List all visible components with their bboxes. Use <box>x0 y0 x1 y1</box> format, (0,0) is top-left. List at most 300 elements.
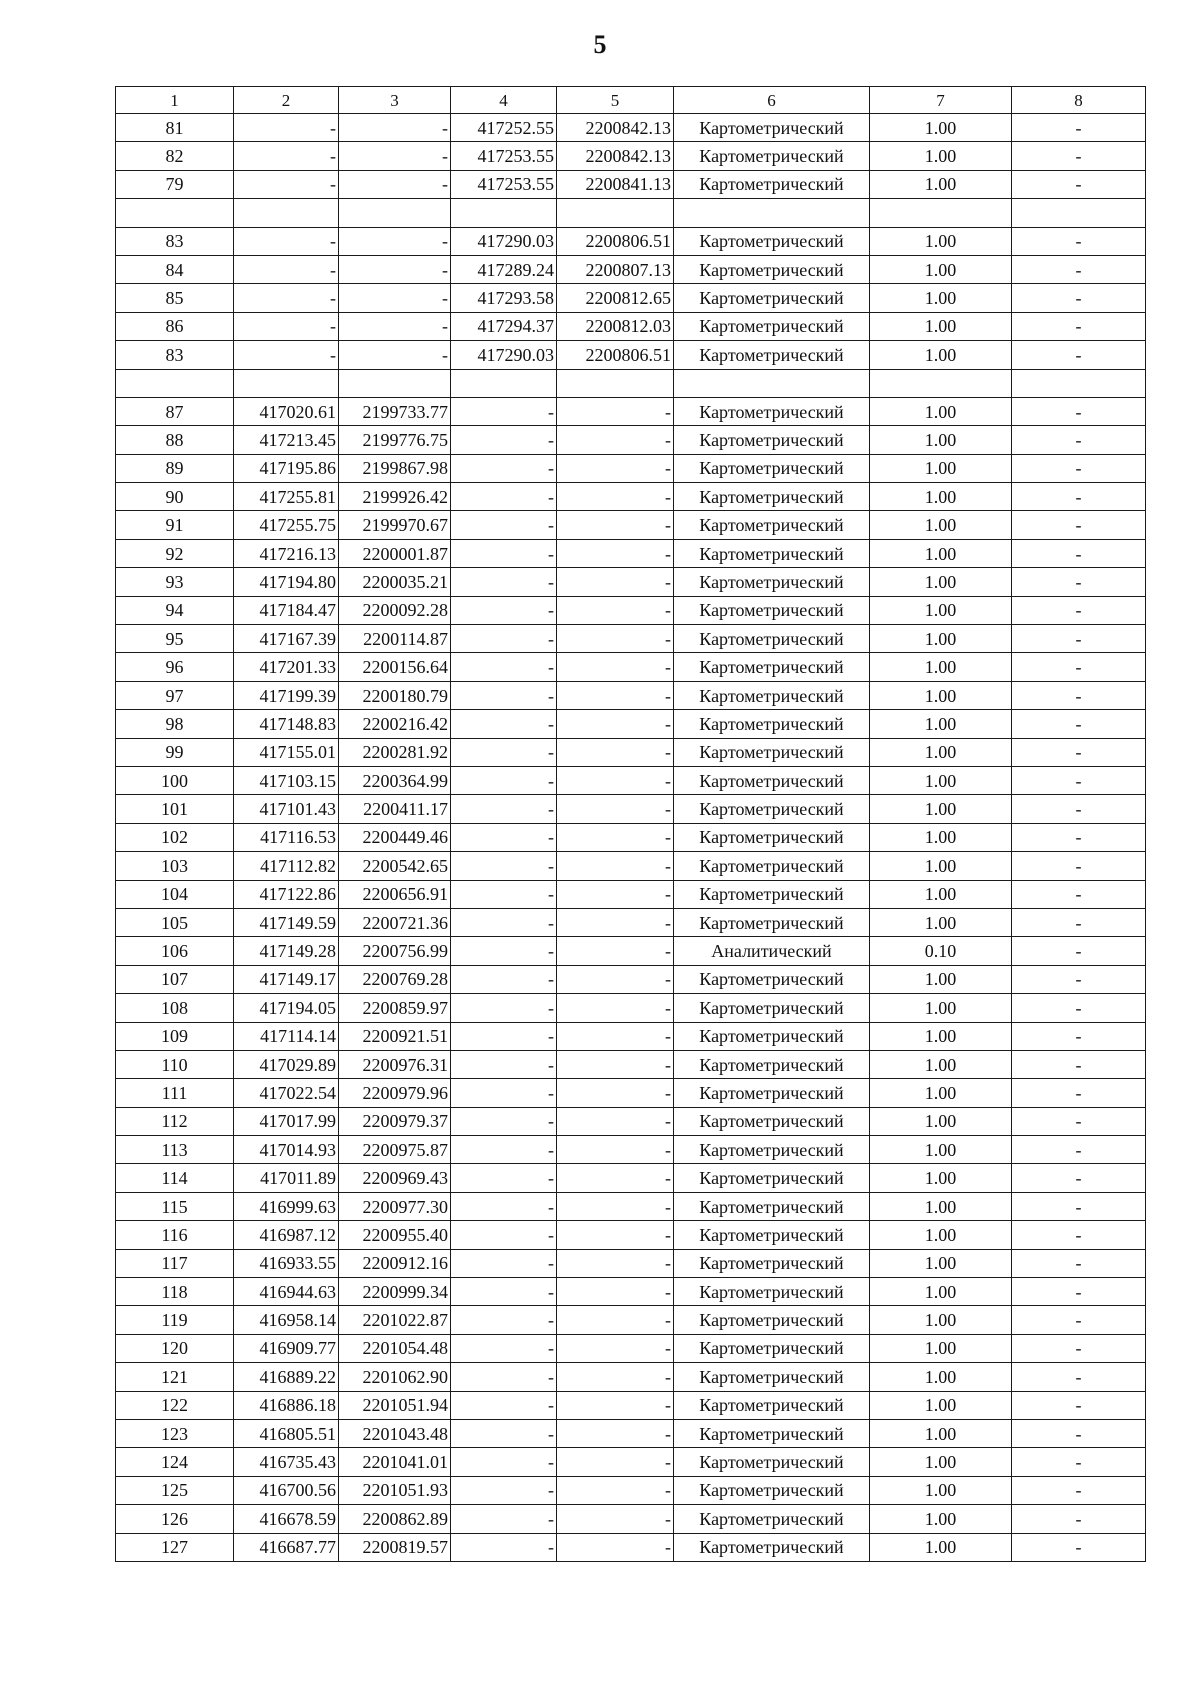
cell-new-x: - <box>451 738 557 766</box>
table-row <box>116 738 1146 766</box>
cell-existing-y: - <box>339 255 451 283</box>
cell-new-x: - <box>451 823 557 851</box>
cell-method: Картометрический <box>674 227 870 255</box>
cell-method: Картометрический <box>674 1221 870 1249</box>
cell-new-x: - <box>451 710 557 738</box>
cell-existing-x: - <box>234 284 339 312</box>
cell-new-x: - <box>451 1249 557 1277</box>
cell-accuracy: 1.00 <box>870 823 1012 851</box>
cell-existing-x: 417103.15 <box>234 766 339 794</box>
table-row <box>116 1221 1146 1249</box>
cell-point-number: 91 <box>116 511 234 539</box>
cell-new-y: - <box>557 1306 674 1334</box>
cell-method: Картометрический <box>674 823 870 851</box>
cell-new-x: - <box>451 653 557 681</box>
cell-new-x: - <box>451 852 557 880</box>
cell-accuracy: 1.00 <box>870 965 1012 993</box>
table-row <box>116 994 1146 1022</box>
table-row <box>116 1192 1146 1220</box>
cell-method: Картометрический <box>674 880 870 908</box>
cell-existing-y: - <box>339 170 451 198</box>
cell-accuracy: 1.00 <box>870 795 1012 823</box>
cell-accuracy: 1.00 <box>870 483 1012 511</box>
cell-existing-y: 2200979.37 <box>339 1107 451 1135</box>
table-row <box>116 1079 1146 1107</box>
cell-point-number: 121 <box>116 1363 234 1391</box>
cell-accuracy: 1.00 <box>870 596 1012 624</box>
cell-existing-x: 416909.77 <box>234 1334 339 1362</box>
cell-description: - <box>1012 568 1146 596</box>
cell-description: - <box>1012 483 1146 511</box>
cell-existing-y: 2200092.28 <box>339 596 451 624</box>
table-row <box>116 369 1146 397</box>
cell-description: - <box>1012 1249 1146 1277</box>
cell-new-y: - <box>557 1476 674 1504</box>
cell-point-number: 113 <box>116 1136 234 1164</box>
cell-accuracy: 1.00 <box>870 454 1012 482</box>
cell-new-x: - <box>451 1476 557 1504</box>
cell-method: Картометрический <box>674 1476 870 1504</box>
cell-existing-y: 2200921.51 <box>339 1022 451 1050</box>
cell-new-y: - <box>557 738 674 766</box>
cell-accuracy: 1.00 <box>870 1136 1012 1164</box>
cell-new-y: - <box>557 1249 674 1277</box>
cell-new-y: - <box>557 1107 674 1135</box>
cell-description: - <box>1012 1391 1146 1419</box>
cell-existing-y: 2200656.91 <box>339 880 451 908</box>
cell-point-number: 106 <box>116 937 234 965</box>
cell-new-y: - <box>557 1533 674 1561</box>
cell-existing-y: - <box>339 227 451 255</box>
page-number: 5 <box>593 30 607 59</box>
cell-description: - <box>1012 710 1146 738</box>
cell-point-number: 89 <box>116 454 234 482</box>
table-row <box>116 766 1146 794</box>
cell-existing-x: 416987.12 <box>234 1221 339 1249</box>
cell-point-number: 98 <box>116 710 234 738</box>
cell-existing-y: 2200281.92 <box>339 738 451 766</box>
cell-existing-x <box>234 369 339 397</box>
cell-existing-y: 2200955.40 <box>339 1221 451 1249</box>
cell-existing-y: 2199733.77 <box>339 397 451 425</box>
cell-accuracy: 1.00 <box>870 1079 1012 1107</box>
cell-method <box>674 369 870 397</box>
cell-existing-y: 2200721.36 <box>339 908 451 936</box>
cell-accuracy: 1.00 <box>870 852 1012 880</box>
cell-point-number: 123 <box>116 1419 234 1447</box>
cell-description: - <box>1012 1419 1146 1447</box>
cell-new-y: - <box>557 511 674 539</box>
cell-new-x: - <box>451 795 557 823</box>
cell-description: - <box>1012 1476 1146 1504</box>
cell-description: - <box>1012 1107 1146 1135</box>
cell-existing-y: 2200976.31 <box>339 1050 451 1078</box>
table-row <box>116 937 1146 965</box>
cell-description: - <box>1012 284 1146 312</box>
table-row <box>116 880 1146 908</box>
cell-new-x: - <box>451 511 557 539</box>
table-row <box>116 511 1146 539</box>
cell-method: Картометрический <box>674 994 870 1022</box>
cell-method: Картометрический <box>674 1107 870 1135</box>
cell-new-y: - <box>557 823 674 851</box>
cell-point-number: 122 <box>116 1391 234 1419</box>
cell-point-number: 79 <box>116 170 234 198</box>
column-header-existing-y: 3 <box>339 87 451 114</box>
cell-existing-y: 2200769.28 <box>339 965 451 993</box>
cell-description: - <box>1012 1533 1146 1561</box>
cell-existing-x: 417155.01 <box>234 738 339 766</box>
cell-new-x: - <box>451 1334 557 1362</box>
cell-description: - <box>1012 625 1146 653</box>
cell-description: - <box>1012 1050 1146 1078</box>
cell-accuracy: 1.00 <box>870 1050 1012 1078</box>
cell-existing-x: 416735.43 <box>234 1448 339 1476</box>
cell-new-x: 417252.55 <box>451 114 557 142</box>
cell-method: Картометрический <box>674 653 870 681</box>
cell-point-number: 93 <box>116 568 234 596</box>
cell-new-x: 417294.37 <box>451 312 557 340</box>
cell-existing-y: 2200035.21 <box>339 568 451 596</box>
cell-point-number: 103 <box>116 852 234 880</box>
cell-description: - <box>1012 795 1146 823</box>
cell-new-y: - <box>557 908 674 936</box>
cell-new-x: - <box>451 965 557 993</box>
cell-point-number: 99 <box>116 738 234 766</box>
cell-existing-x: 417213.45 <box>234 426 339 454</box>
cell-method: Картометрический <box>674 1249 870 1277</box>
cell-description: - <box>1012 1164 1146 1192</box>
cell-method: Картометрический <box>674 1306 870 1334</box>
cell-method: Картометрический <box>674 1419 870 1447</box>
cell-accuracy: 1.00 <box>870 1476 1012 1504</box>
cell-point-number: 81 <box>116 114 234 142</box>
cell-new-y: - <box>557 1363 674 1391</box>
cell-method: Картометрический <box>674 1079 870 1107</box>
cell-existing-y: 2201043.48 <box>339 1419 451 1447</box>
cell-new-y <box>557 199 674 227</box>
cell-new-y: - <box>557 1050 674 1078</box>
cell-existing-y: - <box>339 341 451 369</box>
cell-new-x: - <box>451 1391 557 1419</box>
cell-description: - <box>1012 766 1146 794</box>
cell-existing-y: 2200912.16 <box>339 1249 451 1277</box>
cell-accuracy: 1.00 <box>870 312 1012 340</box>
cell-point-number: 118 <box>116 1278 234 1306</box>
cell-method: Картометрический <box>674 1192 870 1220</box>
cell-new-x: - <box>451 1079 557 1107</box>
cell-description: - <box>1012 994 1146 1022</box>
table-row <box>116 965 1146 993</box>
cell-description: - <box>1012 1278 1146 1306</box>
cell-new-y: - <box>557 965 674 993</box>
cell-description: - <box>1012 908 1146 936</box>
cell-method: Картометрический <box>674 908 870 936</box>
cell-new-y: - <box>557 426 674 454</box>
cell-method <box>674 199 870 227</box>
cell-point-number: 95 <box>116 625 234 653</box>
cell-new-y: - <box>557 766 674 794</box>
cell-new-y: - <box>557 795 674 823</box>
cell-existing-x: - <box>234 142 339 170</box>
cell-new-y <box>557 369 674 397</box>
cell-new-y: 2200806.51 <box>557 227 674 255</box>
cell-new-y: - <box>557 937 674 965</box>
cell-accuracy: 1.00 <box>870 710 1012 738</box>
table-row <box>116 199 1146 227</box>
cell-existing-x: 417195.86 <box>234 454 339 482</box>
cell-accuracy: 1.00 <box>870 738 1012 766</box>
cell-method: Картометрический <box>674 170 870 198</box>
cell-method: Картометрический <box>674 1533 870 1561</box>
cell-existing-x: - <box>234 227 339 255</box>
table-row <box>116 1306 1146 1334</box>
cell-accuracy: 1.00 <box>870 1164 1012 1192</box>
cell-existing-x: 416805.51 <box>234 1419 339 1447</box>
cell-new-y: - <box>557 1079 674 1107</box>
cell-point-number: 110 <box>116 1050 234 1078</box>
table-row <box>116 596 1146 624</box>
cell-method: Картометрический <box>674 738 870 766</box>
cell-accuracy: 1.00 <box>870 880 1012 908</box>
cell-new-y: - <box>557 596 674 624</box>
cell-new-y: - <box>557 568 674 596</box>
cell-accuracy: 1.00 <box>870 1334 1012 1362</box>
cell-new-y: - <box>557 1505 674 1533</box>
cell-new-y: - <box>557 994 674 1022</box>
table-row <box>116 1022 1146 1050</box>
cell-existing-x: 416999.63 <box>234 1192 339 1220</box>
cell-description: - <box>1012 1306 1146 1334</box>
cell-method: Картометрический <box>674 710 870 738</box>
cell-point-number: 84 <box>116 255 234 283</box>
cell-description <box>1012 199 1146 227</box>
cell-accuracy: 1.00 <box>870 766 1012 794</box>
cell-existing-x: 417149.17 <box>234 965 339 993</box>
cell-existing-x: 417255.81 <box>234 483 339 511</box>
cell-point-number: 112 <box>116 1107 234 1135</box>
cell-accuracy: 1.00 <box>870 1221 1012 1249</box>
table-row <box>116 1278 1146 1306</box>
cell-method: Картометрический <box>674 114 870 142</box>
cell-existing-x: 416886.18 <box>234 1391 339 1419</box>
cell-existing-x: 417114.14 <box>234 1022 339 1050</box>
cell-new-y: - <box>557 1221 674 1249</box>
cell-method: Аналитический <box>674 937 870 965</box>
cell-new-y: - <box>557 1391 674 1419</box>
cell-existing-x: 417199.39 <box>234 681 339 709</box>
cell-new-x: - <box>451 1107 557 1135</box>
table-row <box>116 1448 1146 1476</box>
cell-point-number: 88 <box>116 426 234 454</box>
table-row <box>116 539 1146 567</box>
cell-existing-x: 417149.59 <box>234 908 339 936</box>
cell-method: Картометрический <box>674 852 870 880</box>
cell-new-y: - <box>557 1022 674 1050</box>
cell-new-x: - <box>451 539 557 567</box>
cell-method: Картометрический <box>674 1136 870 1164</box>
cell-point-number: 119 <box>116 1306 234 1334</box>
cell-method: Картометрический <box>674 1050 870 1078</box>
table-row <box>116 1334 1146 1362</box>
cell-new-x: - <box>451 1136 557 1164</box>
cell-existing-y: 2200216.42 <box>339 710 451 738</box>
cell-method: Картометрический <box>674 1448 870 1476</box>
cell-method: Картометрический <box>674 795 870 823</box>
table-row <box>116 1419 1146 1447</box>
table-row <box>116 653 1146 681</box>
cell-description: - <box>1012 1505 1146 1533</box>
cell-point-number: 115 <box>116 1192 234 1220</box>
cell-new-y: - <box>557 1419 674 1447</box>
cell-method: Картометрический <box>674 284 870 312</box>
cell-existing-x: 417017.99 <box>234 1107 339 1135</box>
cell-point-number: 97 <box>116 681 234 709</box>
table-row <box>116 284 1146 312</box>
cell-existing-y: 2199776.75 <box>339 426 451 454</box>
table-row <box>116 1164 1146 1192</box>
cell-existing-y: 2200449.46 <box>339 823 451 851</box>
cell-existing-y: 2200411.17 <box>339 795 451 823</box>
cell-point-number: 92 <box>116 539 234 567</box>
table-row <box>116 341 1146 369</box>
cell-new-y: - <box>557 880 674 908</box>
cell-description: - <box>1012 1334 1146 1362</box>
cell-method: Картометрический <box>674 766 870 794</box>
cell-method: Картометрический <box>674 1391 870 1419</box>
column-header-new-x: 4 <box>451 87 557 114</box>
cell-point-number: 83 <box>116 341 234 369</box>
cell-point-number: 86 <box>116 312 234 340</box>
cell-new-y: 2200806.51 <box>557 341 674 369</box>
cell-point-number: 111 <box>116 1079 234 1107</box>
cell-method: Картометрический <box>674 1278 870 1306</box>
cell-existing-x: 417122.86 <box>234 880 339 908</box>
cell-description: - <box>1012 142 1146 170</box>
cell-existing-x: - <box>234 114 339 142</box>
cell-point-number: 108 <box>116 994 234 1022</box>
cell-point-number: 102 <box>116 823 234 851</box>
cell-point-number: 109 <box>116 1022 234 1050</box>
cell-method: Картометрический <box>674 1022 870 1050</box>
cell-new-x: - <box>451 1505 557 1533</box>
cell-method: Картометрический <box>674 142 870 170</box>
cell-existing-x: 417101.43 <box>234 795 339 823</box>
cell-existing-x: 416687.77 <box>234 1533 339 1561</box>
cell-existing-y: 2199867.98 <box>339 454 451 482</box>
cell-accuracy: 1.00 <box>870 1278 1012 1306</box>
cell-new-x: - <box>451 426 557 454</box>
cell-accuracy: 1.00 <box>870 625 1012 653</box>
table-row <box>116 1249 1146 1277</box>
cell-existing-x: - <box>234 255 339 283</box>
cell-existing-x: 417216.13 <box>234 539 339 567</box>
table-row <box>116 170 1146 198</box>
cell-accuracy: 0.10 <box>870 937 1012 965</box>
cell-new-x: 417253.55 <box>451 142 557 170</box>
cell-existing-x: 416678.59 <box>234 1505 339 1533</box>
cell-method: Картометрический <box>674 426 870 454</box>
cell-new-x: - <box>451 596 557 624</box>
cell-new-x <box>451 199 557 227</box>
cell-existing-y: 2200979.96 <box>339 1079 451 1107</box>
cell-description: - <box>1012 341 1146 369</box>
table-row <box>116 1476 1146 1504</box>
cell-accuracy: 1.00 <box>870 1533 1012 1561</box>
cell-description: - <box>1012 653 1146 681</box>
cell-new-x: 417290.03 <box>451 227 557 255</box>
cell-description: - <box>1012 539 1146 567</box>
cell-accuracy: 1.00 <box>870 653 1012 681</box>
cell-accuracy: 1.00 <box>870 568 1012 596</box>
cell-new-x: - <box>451 397 557 425</box>
cell-accuracy: 1.00 <box>870 908 1012 936</box>
cell-existing-y: - <box>339 284 451 312</box>
cell-existing-x: 417148.83 <box>234 710 339 738</box>
table-row <box>116 710 1146 738</box>
cell-accuracy: 1.00 <box>870 1419 1012 1447</box>
cell-method: Картометрический <box>674 539 870 567</box>
table-row <box>116 1107 1146 1135</box>
coordinates-table <box>115 86 1146 1562</box>
cell-new-x: - <box>451 1363 557 1391</box>
cell-point-number: 96 <box>116 653 234 681</box>
table-row <box>116 454 1146 482</box>
cell-method: Картометрический <box>674 397 870 425</box>
cell-new-y: - <box>557 539 674 567</box>
cell-new-x: - <box>451 766 557 794</box>
cell-new-x: - <box>451 1448 557 1476</box>
cell-existing-x: - <box>234 312 339 340</box>
cell-method: Картометрический <box>674 625 870 653</box>
cell-description: - <box>1012 823 1146 851</box>
column-header-method: 6 <box>674 87 870 114</box>
cell-existing-y: 2200542.65 <box>339 852 451 880</box>
cell-existing-x: 416958.14 <box>234 1306 339 1334</box>
cell-point-number: 90 <box>116 483 234 511</box>
cell-existing-x: 417116.53 <box>234 823 339 851</box>
cell-existing-y: 2200859.97 <box>339 994 451 1022</box>
cell-existing-y: 2201041.01 <box>339 1448 451 1476</box>
cell-accuracy: 1.00 <box>870 341 1012 369</box>
cell-point-number <box>116 199 234 227</box>
cell-existing-y: 2200977.30 <box>339 1192 451 1220</box>
cell-point-number: 100 <box>116 766 234 794</box>
table-row <box>116 483 1146 511</box>
cell-existing-y: 2200364.99 <box>339 766 451 794</box>
cell-existing-x: - <box>234 170 339 198</box>
cell-existing-x: 417167.39 <box>234 625 339 653</box>
table-row <box>116 1136 1146 1164</box>
cell-point-number: 126 <box>116 1505 234 1533</box>
cell-accuracy: 1.00 <box>870 1306 1012 1334</box>
cell-new-y: - <box>557 1164 674 1192</box>
cell-accuracy <box>870 199 1012 227</box>
cell-new-y: 2200842.13 <box>557 114 674 142</box>
cell-new-x: - <box>451 625 557 653</box>
cell-description: - <box>1012 454 1146 482</box>
cell-new-y: - <box>557 625 674 653</box>
table-row <box>116 1391 1146 1419</box>
cell-description: - <box>1012 1192 1146 1220</box>
cell-existing-x: 417014.93 <box>234 1136 339 1164</box>
cell-existing-x: 417255.75 <box>234 511 339 539</box>
cell-new-x: - <box>451 937 557 965</box>
cell-new-x: - <box>451 681 557 709</box>
cell-accuracy: 1.00 <box>870 1192 1012 1220</box>
cell-new-x: 417289.24 <box>451 255 557 283</box>
cell-description: - <box>1012 937 1146 965</box>
